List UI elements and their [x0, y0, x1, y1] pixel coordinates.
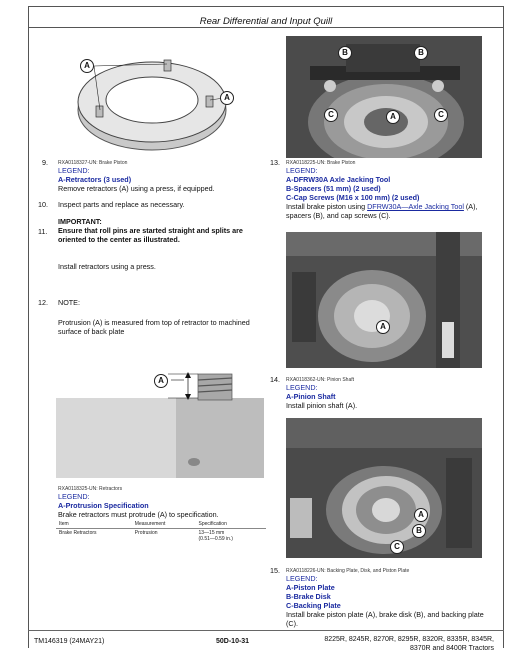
footer-rule — [28, 630, 504, 631]
legend-title: LEGEND: — [286, 574, 318, 583]
callout-a: A — [376, 320, 390, 334]
retractor-protrusion-illustration — [56, 366, 264, 478]
header-rule — [28, 27, 504, 28]
callout-a: A — [80, 59, 94, 73]
table-header: Specification — [196, 520, 267, 529]
table-header: Item — [56, 520, 132, 529]
brake-piston-jacking-photo — [286, 36, 482, 158]
figure-caption: RXA0118325-UN: Retractors — [58, 486, 123, 492]
step-number: 9. — [42, 158, 48, 167]
note-label: NOTE: — [58, 298, 80, 307]
models-line-1: 8225R, 8245R, 8270R, 8295R, 8320R, 8335R, 8345R, — [324, 636, 494, 643]
step-number: 11. — [38, 227, 48, 236]
legend-item: A-Retractors (3 used) — [58, 175, 132, 184]
step-text: Install pinion shaft (A). — [286, 401, 358, 410]
callout-b: B — [412, 524, 426, 538]
legend-title: LEGEND: — [58, 492, 90, 501]
pinion-shaft-photo — [286, 232, 482, 368]
legend-item: A-Protrusion Specification — [58, 501, 149, 510]
callout-a: A — [154, 374, 168, 388]
page-number: 50D-10-31 — [216, 638, 250, 645]
step-text: Inspect parts and replace as necessary. — [58, 200, 185, 209]
callout-b: B — [414, 46, 428, 60]
step-text: Install brake piston plate (A), brake disk (B), and backing plate (C). — [286, 610, 484, 628]
step-text: Remove retractors (A) using a press, if equipped. — [58, 184, 215, 193]
table-header: Measurement — [132, 520, 196, 529]
document-id: TM146319 (24MAY21) — [34, 638, 105, 645]
brake-piston-illustration — [44, 36, 244, 156]
backing-plate-disk-photo — [286, 418, 482, 558]
note-text: Protrusion (A) is measured from top of retractor to machined surface of back plate — [58, 318, 250, 336]
table-cell: Protrusion — [134, 530, 158, 536]
legend-item: C-Backing Plate — [286, 601, 341, 610]
callout-c: C — [390, 540, 404, 554]
step-number: 12. — [38, 298, 48, 307]
page-title: Rear Differential and Input Quill — [199, 16, 333, 27]
callout-c: C — [324, 108, 338, 122]
step-text: Install brake piston using DFRW30A—Axle Jacking Tool (A), spacers (B), and cap screws (C). — [286, 202, 478, 220]
callout-a: A — [414, 508, 428, 522]
callout-c: C — [434, 108, 448, 122]
step-number: 10. — [38, 200, 48, 209]
table-cell: Brake Retractors — [59, 530, 97, 536]
step-number: 13. — [270, 158, 280, 167]
legend-item: A-DFRW30A Axle Jacking Tool — [286, 175, 391, 184]
important-text: Ensure that roll pins are started straight and splits are oriented to the center as illustrated. — [58, 226, 243, 244]
legend-item: A-Piston Plate — [286, 583, 335, 592]
legend-title: LEGEND: — [58, 166, 90, 175]
figure-caption: RXA0118327-UN: Brake Piston — [58, 160, 128, 166]
important-label: IMPORTANT: — [58, 217, 102, 226]
step-text: Install retractors using a press. — [58, 262, 156, 271]
figure-caption: RXA0118225-UN: Brake Piston — [286, 160, 356, 166]
legend-title: LEGEND: — [286, 383, 318, 392]
legend-item: B-Spacers (51 mm) (2 used) — [286, 184, 381, 193]
legend-item: B-Brake Disk — [286, 592, 331, 601]
legend-item: A-Pinion Shaft — [286, 392, 336, 401]
callout-b: B — [338, 46, 352, 60]
callout-a: A — [220, 91, 234, 105]
jacking-tool-link[interactable]: DFRW30A—Axle Jacking Tool — [367, 202, 464, 211]
callout-a: A — [386, 110, 400, 124]
step-number: 15. — [270, 566, 280, 575]
models-line-2: 8370R and 8400R Tractors — [409, 645, 494, 652]
legend-title: LEGEND: — [286, 166, 318, 175]
legend-item: C-Cap Screws (M16 x 100 mm) (2 used) — [286, 193, 420, 202]
step-text: Brake retractors must protrude (A) to specification. — [58, 510, 219, 519]
table-cell: 13—15 mm (0.51—0.59 in.) — [198, 530, 233, 542]
step-number: 14. — [270, 375, 280, 384]
table-row — [56, 529, 266, 544]
figure-caption: RXA0118362-UN: Pinion Shaft — [286, 377, 355, 383]
figure-caption: RXA0118226-UN: Backing Plate, Disk, and Piston Plate — [286, 568, 410, 574]
specification-table — [56, 520, 266, 543]
